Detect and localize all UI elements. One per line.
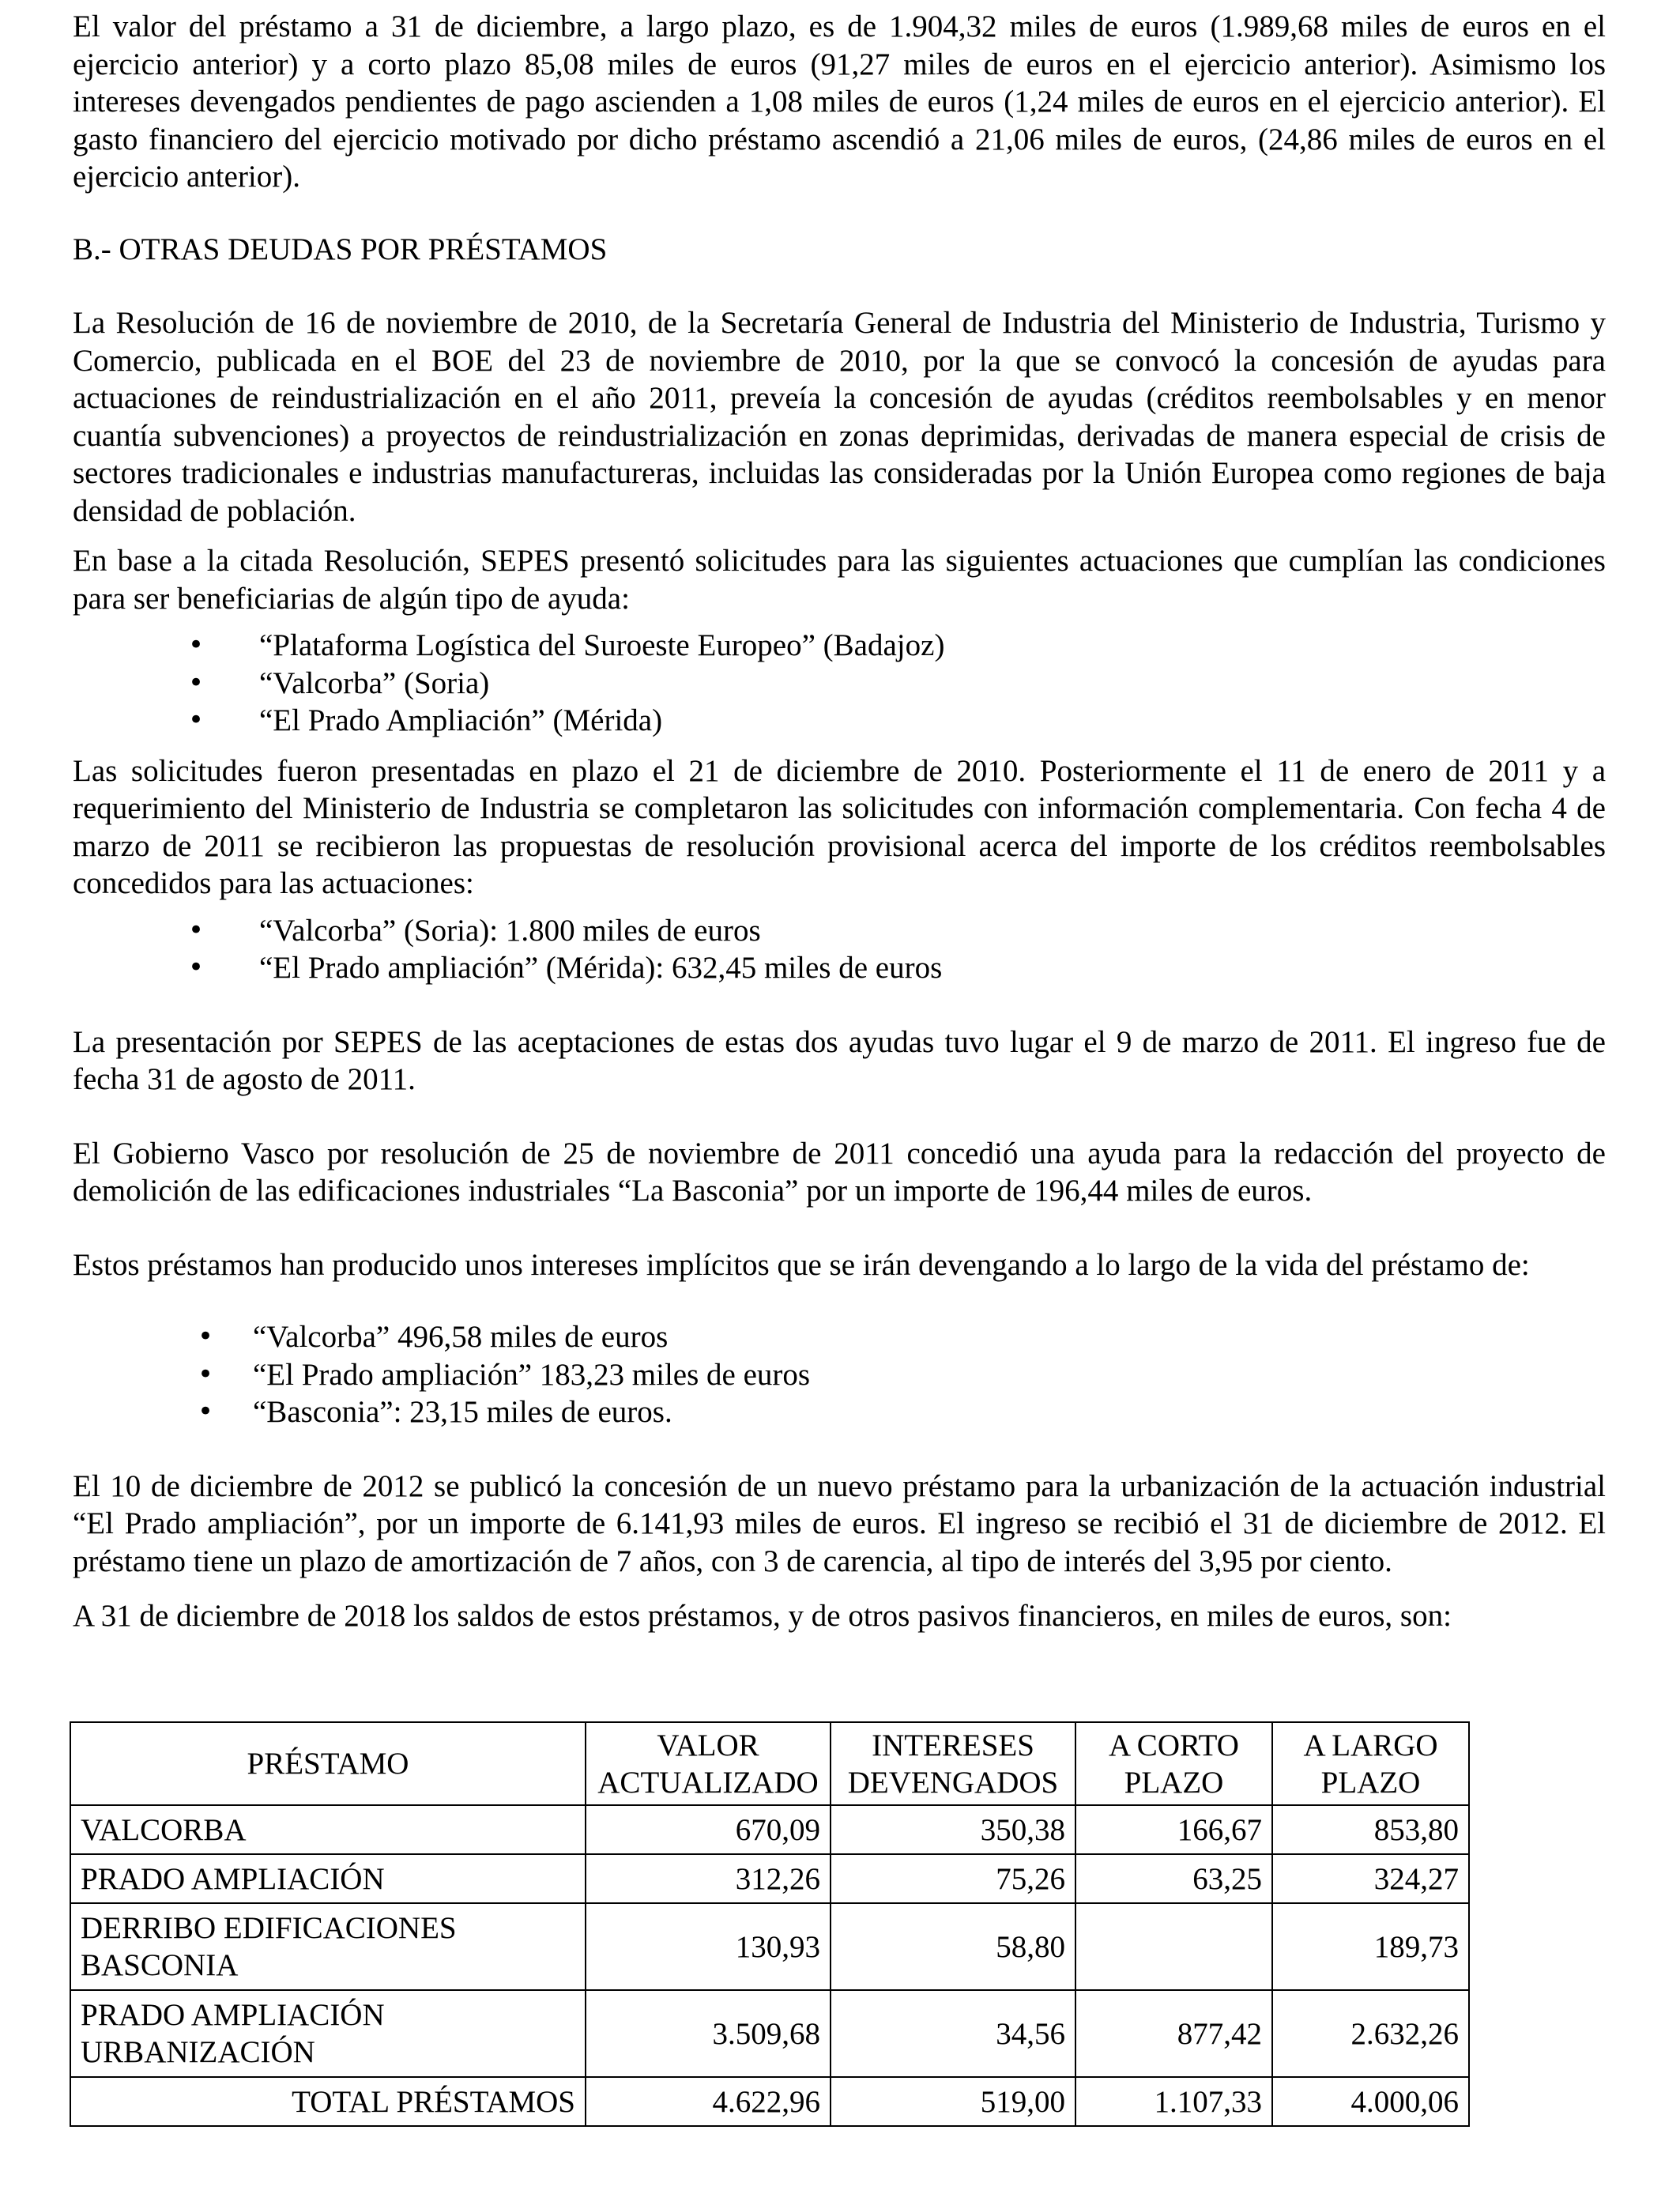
cell-largo: 2.632,26 [1272,1990,1469,2077]
paragraph-intereses-intro: Estos préstamos han producido unos intereses implícitos que se irán devengando a lo largo de la vida del préstamo de: [73,1247,1530,1282]
cell-corto: 877,42 [1075,1990,1272,2077]
cell-total-label: TOTAL PRÉSTAMOS [70,2077,586,2126]
header-intereses-devengados: INTERESES DEVENGADOS [831,1722,1075,1805]
list-item: • “Basconia”: 23,15 miles de euros. [73,1393,1606,1431]
cell-valor: 130,93 [586,1903,831,1990]
cell-valor: 312,26 [586,1854,831,1903]
cell-intereses: 350,38 [831,1805,1075,1854]
paragraph-solicitudes-intro: En base a la citada Resolución, SEPES presentó solicitudes para las siguientes actuaciones que cumplían las condiciones para ser beneficiarias de algún tipo de ayuda: [73,544,1606,616]
header-largo-plazo: A LARGO PLAZO [1272,1722,1469,1805]
table-row [70,1854,1469,1903]
list-item: • “El Prado Ampliación” (Mérida) [73,702,1606,740]
cell-valor: 670,09 [586,1805,831,1854]
cell-valor: 3.509,68 [586,1990,831,2077]
table-row [70,1903,1469,1990]
paragraph-saldos-intro: A 31 de diciembre de 2018 los saldos de estos préstamos, y de otros pasivos financieros, en miles de euros, son: [73,1599,1452,1633]
list-item: • “Valcorba” (Soria): 1.800 miles de euros [73,912,1606,950]
cell-total-corto: 1.107,33 [1075,2077,1272,2126]
cell-intereses: 58,80 [831,1903,1075,1990]
document-page [73,8,1606,1635]
table-header-row [70,1722,1469,1805]
cell-total-intereses: 519,00 [831,2077,1075,2126]
paragraph-nuevo-prestamo: El 10 de diciembre de 2012 se publicó la concesión de un nuevo préstamo para la urbanización de la actuación industrial “El Prado ampliación”, por un importe de 6.141,93 miles de euros. El ingreso se recibió el 31 de diciembre de 2012. El préstamo tiene un plazo de amortización de 7 años, con 3 de carencia, al tipo de interés del 3,95 por ciento. [73,1468,1606,1578]
cell-prestamo: DERRIBO EDIFICACIONES BASCONIA [70,1903,586,1990]
list-item: • “Plataforma Logística del Suroeste Europeo” (Badajoz) [73,627,1606,665]
header-corto-plazo: A CORTO PLAZO [1075,1722,1272,1805]
list-solicitudes [73,627,1606,740]
list-item: • “El Prado ampliación” (Mérida): 632,45 miles de euros [73,949,1606,987]
cell-corto: 166,67 [1075,1805,1272,1854]
cell-corto: 63,25 [1075,1854,1272,1903]
section-heading-b: B.- OTRAS DEUDAS POR PRÉSTAMOS [73,232,608,266]
cell-largo: 853,80 [1272,1805,1469,1854]
list-intereses [73,1318,1606,1431]
cell-total-valor: 4.622,96 [586,2077,831,2126]
loans-table [70,1721,1470,2127]
table-row [70,1805,1469,1854]
header-valor-actualizado: VALOR ACTUALIZADO [586,1722,831,1805]
list-item: • “El Prado ampliación” 183,23 miles de euros [73,1356,1606,1394]
cell-total-largo: 4.000,06 [1272,2077,1469,2126]
cell-prestamo: VALCORBA [70,1805,586,1854]
table-row [70,1990,1469,2077]
list-creditos [73,912,1606,987]
list-item: • “Valcorba” 496,58 miles de euros [73,1318,1606,1356]
cell-largo: 189,73 [1272,1903,1469,1990]
paragraph-loan-value: El valor del préstamo a 31 de diciembre, a largo plazo, es de 1.904,32 miles de euros (1.989,68 miles de euros en el ejercicio anterior) y a corto plazo 85,08 miles de euros (91,27 miles de euros en el ejercicio anterior). Asimismo los intereses devengados pendientes de pago ascienden a 1,08 miles de euros (1,24 miles de euros en el ejercicio anterior). El gasto financiero del ejercicio motivado por dicho préstamo ascendió a 21,06 miles de euros, (24,86 miles de euros en el ejercicio anterior). [73,9,1606,194]
table-total-row [70,2077,1469,2126]
cell-prestamo: PRADO AMPLIACIÓN URBANIZACIÓN [70,1990,586,2077]
list-item: • “Valcorba” (Soria) [73,665,1606,703]
cell-corto [1075,1903,1272,1990]
header-prestamo: PRÉSTAMO [70,1722,586,1805]
paragraph-gobierno-vasco: El Gobierno Vasco por resolución de 25 de noviembre de 2011 concedió una ayuda para la redacción del proyecto de demolición de las edificaciones industriales “La Basconia” por un importe de 196,44 miles de euros. [73,1136,1606,1208]
cell-intereses: 75,26 [831,1854,1075,1903]
paragraph-solicitudes-plazo: Las solicitudes fueron presentadas en plazo el 21 de diciembre de 2010. Posteriormente el 11 de enero de 2011 y a requerimiento del Ministerio de Industria se completaron las solicitudes con información complementaria. Con fecha 4 de marzo de 2011 se recibieron las propuestas de resolución provisional acerca del importe de los créditos reembolsables concedidos para las actuaciones: [73,753,1606,900]
cell-prestamo: PRADO AMPLIACIÓN [70,1854,586,1903]
cell-intereses: 34,56 [831,1990,1075,2077]
paragraph-resolucion: La Resolución de 16 de noviembre de 2010, de la Secretaría General de Industria del Ministerio de Industria, Turismo y Comercio, publicada en el BOE del 23 de noviembre de 2010, por la que se convocó la concesión de ayudas para actuaciones de reindustrialización en el año 2011, preveía la concesión de ayudas (créditos reembolsables y en menor cuantía subvenciones) a proyectos de reindustrialización en zonas deprimidas, derivadas de manera especial de crisis de sectores tradicionales e industrias manufactureras, incluidas las consideradas por la Unión Europea como regiones de baja densidad de población. [73,306,1606,528]
cell-largo: 324,27 [1272,1854,1469,1903]
paragraph-aceptaciones: La presentación por SEPES de las aceptaciones de estas dos ayudas tuvo lugar el 9 de marzo de 2011. El ingreso fue de fecha 31 de agosto de 2011. [73,1024,1606,1096]
